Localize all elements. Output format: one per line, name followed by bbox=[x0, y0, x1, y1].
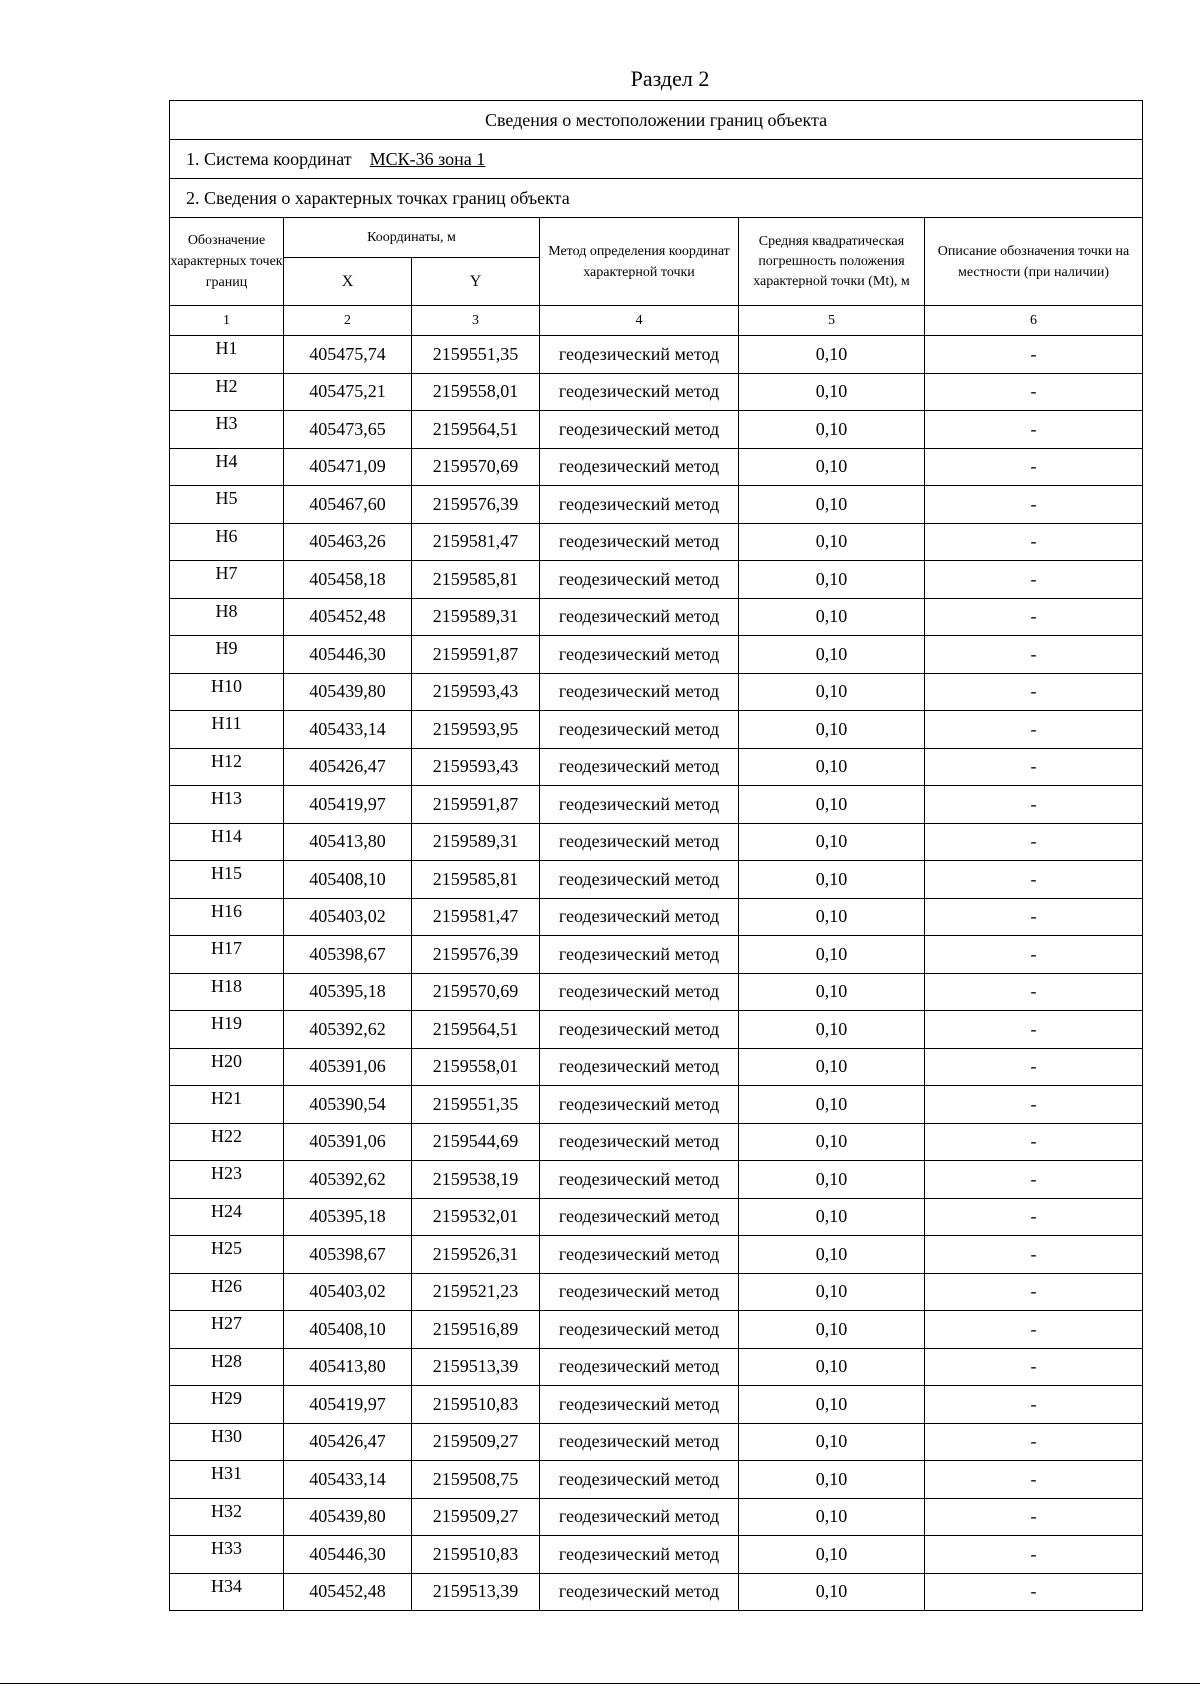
description: - bbox=[925, 748, 1143, 786]
description: - bbox=[925, 448, 1143, 486]
point-id: Н13 bbox=[170, 786, 284, 824]
point-id: Н2 bbox=[170, 373, 284, 411]
coord-x: 405403,02 bbox=[284, 1273, 412, 1311]
table-row bbox=[170, 523, 1143, 561]
point-id: Н24 bbox=[170, 1198, 284, 1236]
point-id: Н4 bbox=[170, 448, 284, 486]
method: геодезический метод bbox=[540, 636, 739, 674]
mt-value: 0,10 bbox=[739, 1536, 925, 1574]
description: - bbox=[925, 898, 1143, 936]
mt-value: 0,10 bbox=[739, 373, 925, 411]
description: - bbox=[925, 823, 1143, 861]
coord-x: 405408,10 bbox=[284, 1311, 412, 1349]
mt-value: 0,10 bbox=[739, 1048, 925, 1086]
description: - bbox=[925, 1198, 1143, 1236]
coord-y: 2159510,83 bbox=[412, 1536, 540, 1574]
coord-y: 2159564,51 bbox=[412, 1011, 540, 1049]
mt-value: 0,10 bbox=[739, 336, 925, 374]
table-row bbox=[170, 1536, 1143, 1574]
coord-x: 405467,60 bbox=[284, 486, 412, 524]
col-number: 2 bbox=[284, 306, 412, 336]
coord-x: 405471,09 bbox=[284, 448, 412, 486]
coord-y: 2159510,83 bbox=[412, 1386, 540, 1424]
coord-x: 405408,10 bbox=[284, 861, 412, 899]
point-id: Н14 bbox=[170, 823, 284, 861]
table-row bbox=[170, 898, 1143, 936]
point-id: Н28 bbox=[170, 1348, 284, 1386]
mt-value: 0,10 bbox=[739, 523, 925, 561]
mt-value: 0,10 bbox=[739, 1161, 925, 1199]
mt-value: 0,10 bbox=[739, 1573, 925, 1611]
description: - bbox=[925, 486, 1143, 524]
coord-y: 2159581,47 bbox=[412, 523, 540, 561]
coord-y: 2159593,95 bbox=[412, 711, 540, 749]
coord-y: 2159558,01 bbox=[412, 1048, 540, 1086]
header-designation: Обозначение характерных точек границ bbox=[170, 218, 284, 306]
method: геодезический метод bbox=[540, 861, 739, 899]
header-error: Средняя квадратическая погрешность положения характерной точки (Mt), м bbox=[739, 218, 925, 306]
coord-x: 405439,80 bbox=[284, 673, 412, 711]
method: геодезический метод bbox=[540, 1086, 739, 1124]
coord-y: 2159551,35 bbox=[412, 336, 540, 374]
mt-value: 0,10 bbox=[739, 1423, 925, 1461]
coord-x: 405426,47 bbox=[284, 748, 412, 786]
header-method: Метод определения координат характерной точки bbox=[540, 218, 739, 306]
point-id: Н34 bbox=[170, 1573, 284, 1611]
col-number: 1 bbox=[170, 306, 284, 336]
point-id: Н29 bbox=[170, 1386, 284, 1424]
coord-x: 405463,26 bbox=[284, 523, 412, 561]
coord-y: 2159526,31 bbox=[412, 1236, 540, 1274]
table-row bbox=[170, 411, 1143, 449]
mt-value: 0,10 bbox=[739, 973, 925, 1011]
coord-y: 2159538,19 bbox=[412, 1161, 540, 1199]
table-row bbox=[170, 448, 1143, 486]
point-id: Н22 bbox=[170, 1123, 284, 1161]
method: геодезический метод bbox=[540, 1198, 739, 1236]
mt-value: 0,10 bbox=[739, 1011, 925, 1049]
mt-value: 0,10 bbox=[739, 1123, 925, 1161]
mt-value: 0,10 bbox=[739, 561, 925, 599]
description: - bbox=[925, 411, 1143, 449]
coord-y: 2159593,43 bbox=[412, 673, 540, 711]
header-x: X bbox=[284, 258, 412, 306]
description: - bbox=[925, 1536, 1143, 1574]
table-row bbox=[170, 373, 1143, 411]
coord-x: 405446,30 bbox=[284, 1536, 412, 1574]
coord-y: 2159558,01 bbox=[412, 373, 540, 411]
description: - bbox=[925, 1498, 1143, 1536]
point-id: Н18 bbox=[170, 973, 284, 1011]
table-row bbox=[170, 1573, 1143, 1611]
table-row bbox=[170, 1048, 1143, 1086]
table-row bbox=[170, 1161, 1143, 1199]
method: геодезический метод bbox=[540, 1386, 739, 1424]
table-row bbox=[170, 561, 1143, 599]
point-id: Н3 bbox=[170, 411, 284, 449]
coord-y: 2159576,39 bbox=[412, 936, 540, 974]
method: геодезический метод bbox=[540, 1348, 739, 1386]
description: - bbox=[925, 673, 1143, 711]
coord-x: 405452,48 bbox=[284, 598, 412, 636]
method: геодезический метод bbox=[540, 1423, 739, 1461]
coord-x: 405475,74 bbox=[284, 336, 412, 374]
method: геодезический метод bbox=[540, 1273, 739, 1311]
table-row bbox=[170, 1386, 1143, 1424]
mt-value: 0,10 bbox=[739, 1198, 925, 1236]
method: геодезический метод bbox=[540, 448, 739, 486]
col-number: 5 bbox=[739, 306, 925, 336]
coord-system-label: 1. Система координат bbox=[186, 148, 352, 169]
point-id: Н6 bbox=[170, 523, 284, 561]
coord-y: 2159509,27 bbox=[412, 1498, 540, 1536]
coord-x: 405458,18 bbox=[284, 561, 412, 599]
mt-value: 0,10 bbox=[739, 598, 925, 636]
description: - bbox=[925, 373, 1143, 411]
coord-x: 405392,62 bbox=[284, 1011, 412, 1049]
mt-value: 0,10 bbox=[739, 1311, 925, 1349]
description: - bbox=[925, 1236, 1143, 1274]
description: - bbox=[925, 1386, 1143, 1424]
coord-y: 2159581,47 bbox=[412, 898, 540, 936]
table-row bbox=[170, 861, 1143, 899]
description: - bbox=[925, 523, 1143, 561]
description: - bbox=[925, 1011, 1143, 1049]
coord-x: 405398,67 bbox=[284, 1236, 412, 1274]
header-y: Y bbox=[412, 258, 540, 306]
point-id: Н25 bbox=[170, 1236, 284, 1274]
point-id: Н33 bbox=[170, 1536, 284, 1574]
coord-system-row bbox=[170, 140, 1143, 179]
description: - bbox=[925, 1423, 1143, 1461]
point-id: Н7 bbox=[170, 561, 284, 599]
point-id: Н15 bbox=[170, 861, 284, 899]
mt-value: 0,10 bbox=[739, 1386, 925, 1424]
coord-y: 2159585,81 bbox=[412, 561, 540, 599]
table-row bbox=[170, 1498, 1143, 1536]
point-id: Н11 bbox=[170, 711, 284, 749]
col-number: 6 bbox=[925, 306, 1143, 336]
bottom-divider bbox=[0, 1683, 1200, 1684]
coord-y: 2159564,51 bbox=[412, 411, 540, 449]
table-title: Сведения о местоположении границ объекта bbox=[170, 101, 1143, 140]
coord-y: 2159513,39 bbox=[412, 1348, 540, 1386]
table-row bbox=[170, 673, 1143, 711]
mt-value: 0,10 bbox=[739, 1498, 925, 1536]
mt-value: 0,10 bbox=[739, 748, 925, 786]
coord-x: 405392,62 bbox=[284, 1161, 412, 1199]
coord-y: 2159521,23 bbox=[412, 1273, 540, 1311]
coord-x: 405398,67 bbox=[284, 936, 412, 974]
coord-x: 405413,80 bbox=[284, 1348, 412, 1386]
method: геодезический метод bbox=[540, 1236, 739, 1274]
table-row bbox=[170, 486, 1143, 524]
description: - bbox=[925, 786, 1143, 824]
description: - bbox=[925, 1086, 1143, 1124]
point-id: Н23 bbox=[170, 1161, 284, 1199]
point-id: Н27 bbox=[170, 1311, 284, 1349]
coord-x: 405419,97 bbox=[284, 786, 412, 824]
table-row bbox=[170, 336, 1143, 374]
description: - bbox=[925, 1048, 1143, 1086]
method: геодезический метод bbox=[540, 1536, 739, 1574]
boundary-points-table bbox=[169, 100, 1143, 1611]
col-number: 3 bbox=[412, 306, 540, 336]
mt-value: 0,10 bbox=[739, 1273, 925, 1311]
coord-y: 2159532,01 bbox=[412, 1198, 540, 1236]
table-row bbox=[170, 1423, 1143, 1461]
point-id: Н31 bbox=[170, 1461, 284, 1499]
method: геодезический метод bbox=[540, 1048, 739, 1086]
col-number: 4 bbox=[540, 306, 739, 336]
coord-x: 405475,21 bbox=[284, 373, 412, 411]
description: - bbox=[925, 1311, 1143, 1349]
method: геодезический метод bbox=[540, 823, 739, 861]
table-row bbox=[170, 973, 1143, 1011]
method: геодезический метод bbox=[540, 748, 739, 786]
method: геодезический метод bbox=[540, 936, 739, 974]
description: - bbox=[925, 936, 1143, 974]
table-row bbox=[170, 823, 1143, 861]
method: геодезический метод bbox=[540, 1311, 739, 1349]
description: - bbox=[925, 1161, 1143, 1199]
coord-y: 2159591,87 bbox=[412, 636, 540, 674]
table-row bbox=[170, 786, 1143, 824]
point-id: Н5 bbox=[170, 486, 284, 524]
header-description: Описание обозначения точки на местности (при наличии) bbox=[925, 218, 1143, 306]
description: - bbox=[925, 636, 1143, 674]
method: геодезический метод bbox=[540, 1461, 739, 1499]
description: - bbox=[925, 1123, 1143, 1161]
description: - bbox=[925, 1348, 1143, 1386]
table-row bbox=[170, 936, 1143, 974]
table-row bbox=[170, 711, 1143, 749]
coord-x: 405433,14 bbox=[284, 711, 412, 749]
coord-y: 2159544,69 bbox=[412, 1123, 540, 1161]
table-row bbox=[170, 1348, 1143, 1386]
point-id: Н9 bbox=[170, 636, 284, 674]
coord-x: 405446,30 bbox=[284, 636, 412, 674]
point-id: Н17 bbox=[170, 936, 284, 974]
method: геодезический метод bbox=[540, 523, 739, 561]
coord-x: 405439,80 bbox=[284, 1498, 412, 1536]
coord-x: 405391,06 bbox=[284, 1048, 412, 1086]
table-row bbox=[170, 748, 1143, 786]
coord-y: 2159593,43 bbox=[412, 748, 540, 786]
method: геодезический метод bbox=[540, 1498, 739, 1536]
coord-y: 2159551,35 bbox=[412, 1086, 540, 1124]
table-row bbox=[170, 1236, 1143, 1274]
method: геодезический метод bbox=[540, 561, 739, 599]
header-coords: Координаты, м bbox=[284, 218, 540, 258]
point-id: Н30 bbox=[170, 1423, 284, 1461]
coord-y: 2159576,39 bbox=[412, 486, 540, 524]
description: - bbox=[925, 598, 1143, 636]
mt-value: 0,10 bbox=[739, 936, 925, 974]
method: геодезический метод bbox=[540, 486, 739, 524]
points-heading: 2. Сведения о характерных точках границ объекта bbox=[170, 179, 1143, 218]
coord-y: 2159508,75 bbox=[412, 1461, 540, 1499]
coord-x: 405395,18 bbox=[284, 1198, 412, 1236]
coord-x: 405391,06 bbox=[284, 1123, 412, 1161]
method: геодезический метод bbox=[540, 1161, 739, 1199]
point-id: Н20 bbox=[170, 1048, 284, 1086]
mt-value: 0,10 bbox=[739, 823, 925, 861]
table-row bbox=[170, 1198, 1143, 1236]
coord-y: 2159570,69 bbox=[412, 448, 540, 486]
description: - bbox=[925, 561, 1143, 599]
point-id: Н10 bbox=[170, 673, 284, 711]
description: - bbox=[925, 711, 1143, 749]
method: геодезический метод bbox=[540, 1123, 739, 1161]
coord-x: 405452,48 bbox=[284, 1573, 412, 1611]
section-title: Раздел 2 bbox=[630, 66, 710, 91]
method: геодезический метод bbox=[540, 411, 739, 449]
method: геодезический метод bbox=[540, 711, 739, 749]
point-id: Н8 bbox=[170, 598, 284, 636]
table-row bbox=[170, 598, 1143, 636]
mt-value: 0,10 bbox=[739, 711, 925, 749]
coord-y: 2159509,27 bbox=[412, 1423, 540, 1461]
mt-value: 0,10 bbox=[739, 673, 925, 711]
method: геодезический метод bbox=[540, 373, 739, 411]
mt-value: 0,10 bbox=[739, 786, 925, 824]
mt-value: 0,10 bbox=[739, 486, 925, 524]
column-numbers-row bbox=[170, 306, 1143, 336]
method: геодезический метод bbox=[540, 336, 739, 374]
coord-y: 2159589,31 bbox=[412, 823, 540, 861]
mt-value: 0,10 bbox=[739, 1348, 925, 1386]
point-id: Н19 bbox=[170, 1011, 284, 1049]
method: геодезический метод bbox=[540, 898, 739, 936]
coord-x: 405419,97 bbox=[284, 1386, 412, 1424]
description: - bbox=[925, 1273, 1143, 1311]
mt-value: 0,10 bbox=[739, 448, 925, 486]
coord-x: 405473,65 bbox=[284, 411, 412, 449]
point-id: Н12 bbox=[170, 748, 284, 786]
coord-y: 2159585,81 bbox=[412, 861, 540, 899]
table-row bbox=[170, 1011, 1143, 1049]
mt-value: 0,10 bbox=[739, 636, 925, 674]
mt-value: 0,10 bbox=[739, 1086, 925, 1124]
table-row bbox=[170, 1311, 1143, 1349]
description: - bbox=[925, 1573, 1143, 1611]
table-row bbox=[170, 636, 1143, 674]
mt-value: 0,10 bbox=[739, 1236, 925, 1274]
method: геодезический метод bbox=[540, 1011, 739, 1049]
table-row bbox=[170, 1461, 1143, 1499]
coord-x: 405395,18 bbox=[284, 973, 412, 1011]
point-id: Н1 bbox=[170, 336, 284, 374]
mt-value: 0,10 bbox=[739, 1461, 925, 1499]
point-id: Н16 bbox=[170, 898, 284, 936]
description: - bbox=[925, 1461, 1143, 1499]
coord-y: 2159570,69 bbox=[412, 973, 540, 1011]
table-row bbox=[170, 1273, 1143, 1311]
method: геодезический метод bbox=[540, 673, 739, 711]
coord-x: 405403,02 bbox=[284, 898, 412, 936]
coord-y: 2159513,39 bbox=[412, 1573, 540, 1611]
coord-y: 2159591,87 bbox=[412, 786, 540, 824]
coord-x: 405433,14 bbox=[284, 1461, 412, 1499]
table-row bbox=[170, 1086, 1143, 1124]
coord-x: 405426,47 bbox=[284, 1423, 412, 1461]
point-id: Н32 bbox=[170, 1498, 284, 1536]
coord-x: 405413,80 bbox=[284, 823, 412, 861]
method: геодезический метод bbox=[540, 598, 739, 636]
description: - bbox=[925, 336, 1143, 374]
point-id: Н26 bbox=[170, 1273, 284, 1311]
mt-value: 0,10 bbox=[739, 898, 925, 936]
coord-x: 405390,54 bbox=[284, 1086, 412, 1124]
method: геодезический метод bbox=[540, 973, 739, 1011]
point-id: Н21 bbox=[170, 1086, 284, 1124]
description: - bbox=[925, 861, 1143, 899]
description: - bbox=[925, 973, 1143, 1011]
coord-y: 2159516,89 bbox=[412, 1311, 540, 1349]
method: геодезический метод bbox=[540, 786, 739, 824]
table-row bbox=[170, 1123, 1143, 1161]
coord-y: 2159589,31 bbox=[412, 598, 540, 636]
mt-value: 0,10 bbox=[739, 411, 925, 449]
method: геодезический метод bbox=[540, 1573, 739, 1611]
mt-value: 0,10 bbox=[739, 861, 925, 899]
coord-system-value: МСК-36 зона 1 bbox=[369, 148, 486, 169]
